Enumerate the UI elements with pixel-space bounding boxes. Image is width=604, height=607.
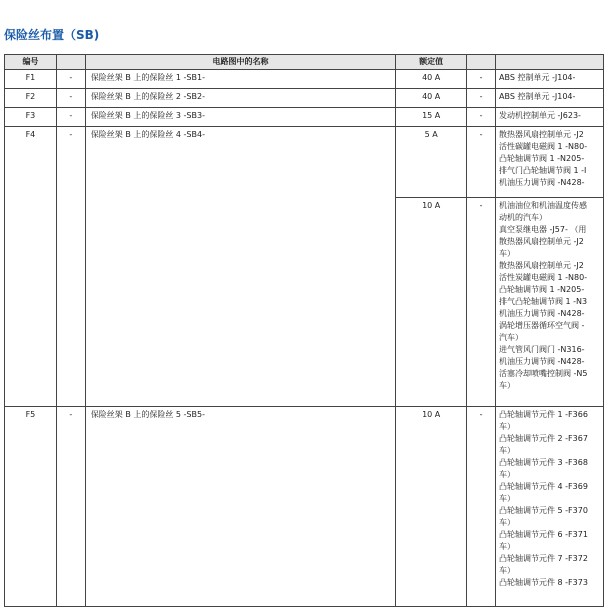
component-line: 车） <box>499 566 515 575</box>
component-list <box>496 70 604 89</box>
component-line: 车） <box>499 446 515 455</box>
component-line: ABS 控制单元 -J104- <box>499 92 576 101</box>
dash-cell: - <box>467 198 496 407</box>
component-list <box>496 108 604 127</box>
rating-value: 40 A <box>396 89 467 108</box>
dash-cell: - <box>467 70 496 89</box>
component-line: 动机的汽车） <box>499 213 547 222</box>
component-line: 凸轮轴调节元件 8 -F373 <box>499 578 588 587</box>
fuse-table <box>4 54 604 607</box>
component-line: 机油压力调节阀 -N428- <box>499 178 585 187</box>
component-list <box>496 127 604 198</box>
table-row <box>5 89 604 108</box>
fuse-id: F2 <box>5 89 57 108</box>
dash-cell: - <box>56 89 85 108</box>
component-line: 发动机控制单元 -J623- <box>499 111 581 120</box>
rating-value: 15 A <box>396 108 467 127</box>
table-row <box>5 70 604 89</box>
component-line: 车） <box>499 518 515 527</box>
component-line: 车） <box>499 470 515 479</box>
component-line: 散热器风扇控制单元 -J2 <box>499 237 584 246</box>
component-line: 凸轮轴调节元件 7 -F372 <box>499 554 588 563</box>
fuse-id: F3 <box>5 108 57 127</box>
component-line: 凸轮轴调节元件 6 -F371 <box>499 530 588 539</box>
component-line: 凸轮轴调节阀 1 -N205- <box>499 154 585 163</box>
fuse-name: 保险丝架 B 上的保险丝 2 -SB2- <box>85 89 395 108</box>
fuse-name: 保险丝架 B 上的保险丝 3 -SB3- <box>85 108 395 127</box>
fuse-name: 保险丝架 B 上的保险丝 5 -SB5- <box>85 407 395 607</box>
component-line: 汽车） <box>499 333 523 342</box>
dash-cell: - <box>467 89 496 108</box>
component-line: 凸轮轴调节元件 3 -F368 <box>499 458 588 467</box>
component-line: 凸轮轴调节元件 4 -F369 <box>499 482 588 491</box>
component-list <box>496 198 604 407</box>
component-line: 机油压力调节阀 -N428- <box>499 309 585 318</box>
dash-cell: - <box>56 108 85 127</box>
component-line: ABS 控制单元 -J104- <box>499 73 576 82</box>
component-line: 真空泵继电器 -J57- （用 <box>499 225 587 234</box>
component-line: 排气凸轮轴调节阀 1 -N3 <box>499 297 588 306</box>
component-line: 机油压力调节阀 -N428- <box>499 357 585 366</box>
component-line: 车） <box>499 494 515 503</box>
rating-value: 10 A <box>396 407 467 607</box>
component-line: 散热器风扇控制单元 -J2 <box>499 130 584 139</box>
component-line: 散热器风扇控制单元 -J2 <box>499 261 584 270</box>
component-line: 车） <box>499 249 515 258</box>
component-line: 凸轮轴调节元件 1 -F366 <box>499 410 588 419</box>
header-component <box>496 55 604 70</box>
rating-value: 40 A <box>396 70 467 89</box>
dash-cell: - <box>467 407 496 607</box>
dash-cell: - <box>467 127 496 198</box>
dash-cell: - <box>56 127 85 407</box>
component-line: 机油油位和机油温度传感 <box>499 201 587 210</box>
header-circuit-name: 电路图中的名称 <box>85 55 395 70</box>
rating-value: 10 A <box>396 198 467 407</box>
header-rating: 额定值 <box>396 55 467 70</box>
component-line: 车） <box>499 381 515 390</box>
table-header-row <box>5 55 604 70</box>
fuse-name: 保险丝架 B 上的保险丝 1 -SB1- <box>85 70 395 89</box>
header-number: 编号 <box>5 55 57 70</box>
component-line: 活性碳罐电磁阀 1 -N80- <box>499 142 588 151</box>
table-row <box>5 127 604 198</box>
component-line: 凸轮轴调节元件 5 -F370 <box>499 506 588 515</box>
component-line: 涡轮增压器循环空气阀 - <box>499 321 585 330</box>
dash-cell: - <box>467 108 496 127</box>
header-blank-1 <box>56 55 85 70</box>
component-line: 活性炭罐电磁阀 1 -N80- <box>499 273 588 282</box>
component-list <box>496 89 604 108</box>
fuse-id: F4 <box>5 127 57 407</box>
header-blank-2 <box>467 55 496 70</box>
rating-value: 5 A <box>396 127 467 198</box>
page-title: 保险丝布置（SB) <box>4 28 100 42</box>
component-line: 凸轮轴调节元件 2 -F367 <box>499 434 588 443</box>
component-line: 凸轮轴调节阀 1 -N205- <box>499 285 585 294</box>
component-line: 排气门凸轮轴调节阀 1 -I <box>499 166 587 175</box>
table-row <box>5 108 604 127</box>
dash-cell: - <box>56 407 85 607</box>
fuse-id: F5 <box>5 407 57 607</box>
component-list <box>496 407 604 607</box>
fuse-id: F1 <box>5 70 57 89</box>
table-row <box>5 407 604 607</box>
component-line: 车） <box>499 542 515 551</box>
dash-cell: - <box>56 70 85 89</box>
fuse-name: 保险丝架 B 上的保险丝 4 -SB4- <box>85 127 395 407</box>
component-line: 活塞冷却喷嘴控制阀 -N5 <box>499 369 588 378</box>
component-line: 车） <box>499 422 515 431</box>
component-line: 进气管风门阀门 -N316- <box>499 345 585 354</box>
